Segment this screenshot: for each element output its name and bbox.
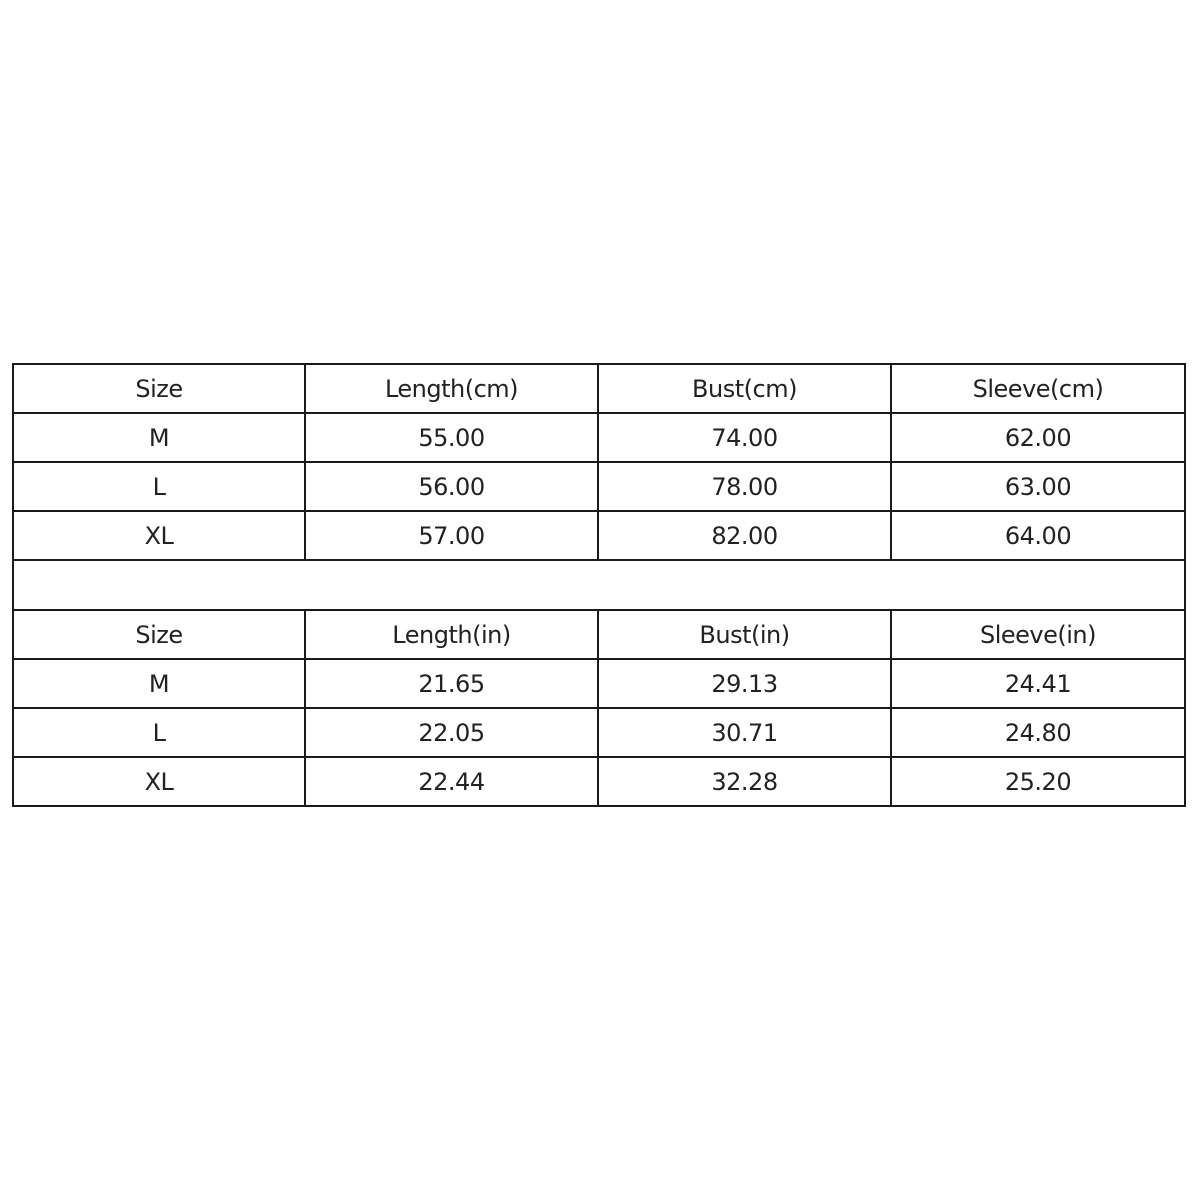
cell-sleeve: 63.00 bbox=[891, 462, 1185, 511]
table-header-row-in bbox=[13, 610, 1185, 659]
cell-bust: 30.71 bbox=[598, 708, 891, 757]
cell-size: M bbox=[13, 413, 305, 462]
cell-size: L bbox=[13, 462, 305, 511]
cell-size: XL bbox=[13, 511, 305, 560]
cell-length: 56.00 bbox=[305, 462, 598, 511]
header-sleeve-cm: Sleeve(cm) bbox=[891, 364, 1185, 413]
cell-size: M bbox=[13, 659, 305, 708]
cell-bust: 74.00 bbox=[598, 413, 891, 462]
header-bust-cm: Bust(cm) bbox=[598, 364, 891, 413]
size-chart-table bbox=[12, 363, 1186, 807]
table-row bbox=[13, 413, 1185, 462]
cell-bust: 78.00 bbox=[598, 462, 891, 511]
table-row bbox=[13, 659, 1185, 708]
cell-length: 55.00 bbox=[305, 413, 598, 462]
cell-sleeve: 62.00 bbox=[891, 413, 1185, 462]
header-length-cm: Length(cm) bbox=[305, 364, 598, 413]
cell-length: 21.65 bbox=[305, 659, 598, 708]
table-row bbox=[13, 511, 1185, 560]
cell-bust: 32.28 bbox=[598, 757, 891, 806]
cell-length: 57.00 bbox=[305, 511, 598, 560]
cell-size: L bbox=[13, 708, 305, 757]
header-length-in: Length(in) bbox=[305, 610, 598, 659]
table-row bbox=[13, 757, 1185, 806]
section-spacer-row bbox=[13, 560, 1185, 610]
cell-sleeve: 24.41 bbox=[891, 659, 1185, 708]
header-size-in: Size bbox=[13, 610, 305, 659]
cell-sleeve: 64.00 bbox=[891, 511, 1185, 560]
cell-bust: 29.13 bbox=[598, 659, 891, 708]
header-sleeve-in: Sleeve(in) bbox=[891, 610, 1185, 659]
cell-length: 22.44 bbox=[305, 757, 598, 806]
cell-size: XL bbox=[13, 757, 305, 806]
table-row bbox=[13, 462, 1185, 511]
header-bust-in: Bust(in) bbox=[598, 610, 891, 659]
table-header-row-cm bbox=[13, 364, 1185, 413]
header-size-cm: Size bbox=[13, 364, 305, 413]
table-row bbox=[13, 708, 1185, 757]
cell-bust: 82.00 bbox=[598, 511, 891, 560]
cell-sleeve: 25.20 bbox=[891, 757, 1185, 806]
cell-length: 22.05 bbox=[305, 708, 598, 757]
section-spacer-cell bbox=[13, 560, 1185, 610]
cell-sleeve: 24.80 bbox=[891, 708, 1185, 757]
